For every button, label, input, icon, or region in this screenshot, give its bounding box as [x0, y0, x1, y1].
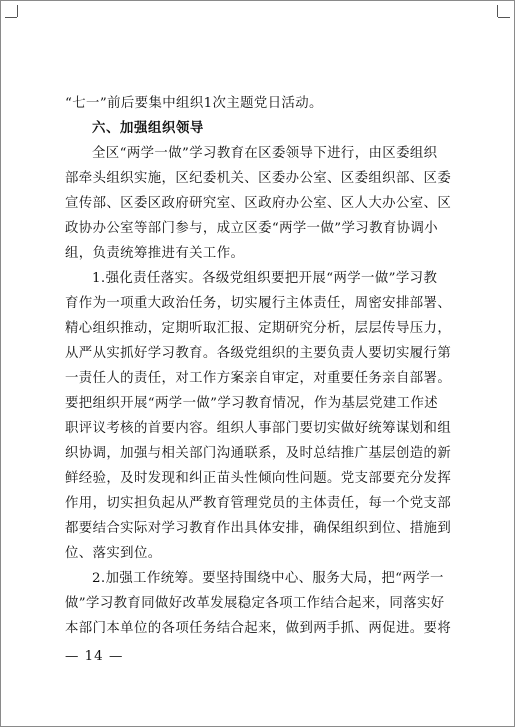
- crop-mark-top-left-h: [5, 17, 17, 18]
- text-line: 一责任人的责任，对工作方案亲自审定，对重要任务亲自部署。: [65, 371, 452, 386]
- text-line: 1.强化责任落实。各级党组织要把开展“两学一做”学习教: [92, 271, 438, 286]
- text-line: 2.加强工作统筹。要坚持围绕中心、服务大局，把“两学一: [92, 571, 444, 586]
- text-line: 组，负责统筹推进有关工作。: [65, 246, 245, 261]
- text-line: 育作为一项重大政治任务，切实履行主体责任，周密安排部署、: [65, 296, 452, 311]
- text-line: 精心组织推动，定期听取汇报、定期研究分析，层层传导压力，: [65, 321, 452, 336]
- text-line: 鲜经验，及时发现和纠正苗头性倾向性问题。党支部要充分发挥: [65, 471, 452, 486]
- section-heading: 六、加强组织领导: [92, 120, 204, 136]
- text-line: “七一”前后要集中组织1次主题党日活动。: [65, 96, 323, 111]
- text-line: 宣传部、区委区政府研究室、区政府办公室、区人大办公室、区: [65, 196, 452, 211]
- text-line: 要把组织开展“两学一做”学习教育情况，作为基层党建工作述: [65, 396, 439, 411]
- page-number: — 14 —: [65, 649, 124, 664]
- crop-mark-top-left-v: [17, 5, 18, 17]
- text-line: 都要结合实际对学习教育作出具体安排，确保组织到位、措施到: [65, 521, 452, 536]
- crop-mark-top-right-v: [497, 5, 498, 17]
- text-line: 作用，切实担负起从严教育管理党员的主体责任，每一个党支部: [65, 496, 452, 511]
- text-line: 部牵头组织实施，区纪委机关、区委办公室、区委组织部、区委: [65, 171, 452, 186]
- text-line: 全区“两学一做”学习教育在区委领导下进行，由区委组织: [92, 146, 438, 161]
- body-text: [65, 91, 453, 641]
- text-line: 从严从实抓好学习教育。各级党组织的主要负责人要切实履行第: [65, 346, 452, 361]
- text-line: 本部门本单位的各项任务结合起来，做到两手抓、两促进。要将: [65, 621, 452, 636]
- text-line: 织协调，加强与相关部门沟通联系，及时总结推广基层创造的新: [65, 446, 452, 461]
- crop-mark-top-right-h: [498, 17, 510, 18]
- text-line: 位、落实到位。: [65, 546, 162, 561]
- text-line: 做”学习教育同做好改革发展稳定各项工作结合起来，同落实好: [65, 596, 445, 611]
- text-line: 政协办公室等部门参与，成立区委“两学一做”学习教育协调小: [65, 221, 439, 236]
- text-line: 职评议考核的首要内容。组织人事部门要切实做好统筹谋划和组: [65, 421, 452, 436]
